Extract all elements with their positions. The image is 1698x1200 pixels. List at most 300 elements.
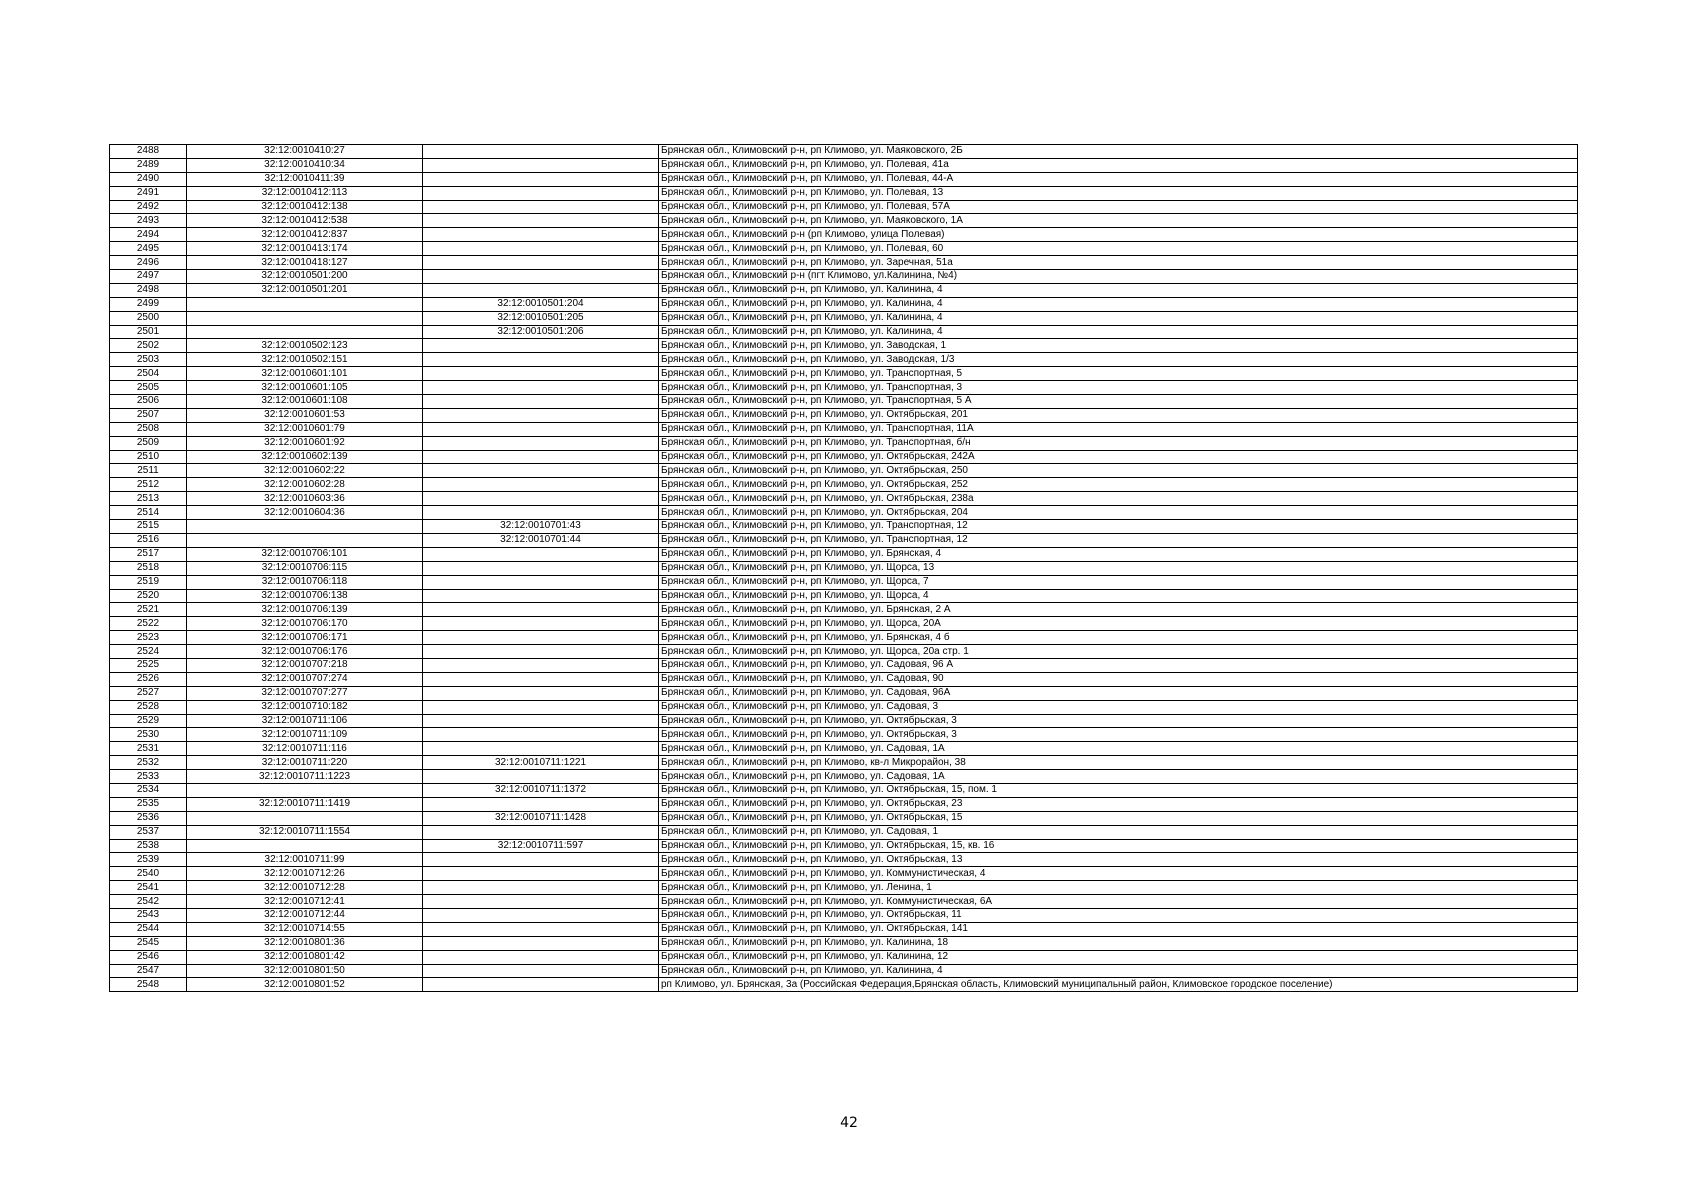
row-number-cell: 2498 <box>110 283 187 297</box>
related-cadastral-number-cell <box>423 770 659 784</box>
related-cadastral-number-cell: 32:12:0010701:44 <box>423 533 659 547</box>
cadastral-number-cell: 32:12:0010712:41 <box>187 895 423 909</box>
row-number-cell: 2499 <box>110 297 187 311</box>
related-cadastral-number-cell <box>423 908 659 922</box>
cadastral-number-cell: 32:12:0010801:50 <box>187 964 423 978</box>
address-cell: Брянская обл., Климовский р-н, рп Климово, ул. Октябрьская, 15 <box>659 811 1578 825</box>
related-cadastral-number-cell <box>423 186 659 200</box>
address-cell: Брянская обл., Климовский р-н, рп Климово, ул. Заводская, 1 <box>659 339 1578 353</box>
row-number-cell: 2505 <box>110 381 187 395</box>
row-number-cell: 2546 <box>110 950 187 964</box>
row-number-cell: 2506 <box>110 395 187 409</box>
row-number-cell: 2514 <box>110 506 187 520</box>
table-row <box>110 297 1578 311</box>
address-cell: Брянская обл., Климовский р-н, рп Климово, ул. Калинина, 4 <box>659 325 1578 339</box>
related-cadastral-number-cell <box>423 645 659 659</box>
row-number-cell: 2489 <box>110 158 187 172</box>
related-cadastral-number-cell <box>423 283 659 297</box>
related-cadastral-number-cell <box>423 478 659 492</box>
related-cadastral-number-cell: 32:12:0010701:43 <box>423 520 659 534</box>
cadastral-number-cell: 32:12:0010712:28 <box>187 881 423 895</box>
address-cell: Брянская обл., Климовский р-н, рп Климово, кв-л Микрорайон, 38 <box>659 756 1578 770</box>
row-number-cell: 2488 <box>110 145 187 159</box>
cadastral-number-cell: 32:12:0010711:106 <box>187 714 423 728</box>
address-cell: Брянская обл., Климовский р-н, рп Климово, ул. Калинина, 18 <box>659 936 1578 950</box>
table-row <box>110 311 1578 325</box>
cadastral-number-cell: 32:12:0010601:92 <box>187 436 423 450</box>
table-row <box>110 270 1578 284</box>
address-cell: Брянская обл., Климовский р-н, рп Климово, ул. Полевая, 41а <box>659 158 1578 172</box>
address-cell: Брянская обл., Климовский р-н, рп Климово, ул. Транспортная, 12 <box>659 533 1578 547</box>
row-number-cell: 2537 <box>110 825 187 839</box>
table-row <box>110 172 1578 186</box>
related-cadastral-number-cell <box>423 825 659 839</box>
cadastral-number-cell: 32:12:0010711:1419 <box>187 797 423 811</box>
row-number-cell: 2497 <box>110 270 187 284</box>
row-number-cell: 2496 <box>110 256 187 270</box>
table-row <box>110 867 1578 881</box>
cadastral-number-cell: 32:12:0010711:220 <box>187 756 423 770</box>
related-cadastral-number-cell: 32:12:0010711:1221 <box>423 756 659 770</box>
related-cadastral-number-cell <box>423 408 659 422</box>
row-number-cell: 2527 <box>110 686 187 700</box>
cadastral-number-cell: 32:12:0010601:105 <box>187 381 423 395</box>
table-row <box>110 575 1578 589</box>
row-number-cell: 2545 <box>110 936 187 950</box>
related-cadastral-number-cell <box>423 561 659 575</box>
row-number-cell: 2500 <box>110 311 187 325</box>
row-number-cell: 2525 <box>110 658 187 672</box>
address-cell: Брянская обл., Климовский р-н, рп Климово, ул. Транспортная, 5 <box>659 367 1578 381</box>
related-cadastral-number-cell <box>423 603 659 617</box>
related-cadastral-number-cell <box>423 589 659 603</box>
related-cadastral-number-cell <box>423 395 659 409</box>
row-number-cell: 2526 <box>110 672 187 686</box>
address-cell: Брянская обл., Климовский р-н, рп Климово, ул. Коммунистическая, 6А <box>659 895 1578 909</box>
related-cadastral-number-cell <box>423 214 659 228</box>
related-cadastral-number-cell <box>423 936 659 950</box>
related-cadastral-number-cell: 32:12:0010711:1372 <box>423 783 659 797</box>
row-number-cell: 2542 <box>110 895 187 909</box>
table-row <box>110 700 1578 714</box>
table-row <box>110 547 1578 561</box>
row-number-cell: 2490 <box>110 172 187 186</box>
related-cadastral-number-cell <box>423 353 659 367</box>
table-row <box>110 756 1578 770</box>
address-cell: Брянская обл., Климовский р-н, рп Климово, ул. Садовая, 1А <box>659 770 1578 784</box>
page-number: 42 <box>840 1115 858 1131</box>
table-row <box>110 408 1578 422</box>
table-row <box>110 881 1578 895</box>
address-cell: Брянская обл., Климовский р-н, рп Климово, ул. Садовая, 90 <box>659 672 1578 686</box>
row-number-cell: 2531 <box>110 742 187 756</box>
related-cadastral-number-cell <box>423 950 659 964</box>
table-row <box>110 533 1578 547</box>
cadastral-number-cell <box>187 839 423 853</box>
related-cadastral-number-cell <box>423 450 659 464</box>
cadastral-number-cell: 32:12:0010706:118 <box>187 575 423 589</box>
table-row <box>110 825 1578 839</box>
row-number-cell: 2544 <box>110 922 187 936</box>
table-row <box>110 478 1578 492</box>
address-cell: Брянская обл., Климовский р-н, рп Климово, ул. Октябрьская, 141 <box>659 922 1578 936</box>
cadastral-number-cell: 32:12:0010706:101 <box>187 547 423 561</box>
cadastral-number-cell: 32:12:0010706:138 <box>187 589 423 603</box>
address-cell: Брянская обл., Климовский р-н, рп Климово, ул. Калинина, 12 <box>659 950 1578 964</box>
table-row <box>110 325 1578 339</box>
cadastral-number-cell: 32:12:0010711:116 <box>187 742 423 756</box>
cadastral-number-cell <box>187 811 423 825</box>
table-row <box>110 811 1578 825</box>
cadastral-number-cell: 32:12:0010412:138 <box>187 200 423 214</box>
cadastral-number-cell: 32:12:0010603:36 <box>187 492 423 506</box>
cadastral-number-cell: 32:12:0010706:170 <box>187 617 423 631</box>
cadastral-number-cell <box>187 533 423 547</box>
related-cadastral-number-cell <box>423 422 659 436</box>
table-row <box>110 783 1578 797</box>
address-cell: Брянская обл., Климовский р-н, рп Климово, ул. Калинина, 4 <box>659 297 1578 311</box>
cadastral-number-cell: 32:12:0010706:139 <box>187 603 423 617</box>
table-row <box>110 339 1578 353</box>
row-number-cell: 2507 <box>110 408 187 422</box>
table-row <box>110 908 1578 922</box>
address-cell: Брянская обл., Климовский р-н, рп Климово, ул. Садовая, 1 <box>659 825 1578 839</box>
row-number-cell: 2528 <box>110 700 187 714</box>
table-row <box>110 922 1578 936</box>
cadastral-number-cell: 32:12:0010602:22 <box>187 464 423 478</box>
row-number-cell: 2541 <box>110 881 187 895</box>
related-cadastral-number-cell <box>423 895 659 909</box>
address-cell: Брянская обл., Климовский р-н, рп Климово, ул. Маяковского, 2Б <box>659 145 1578 159</box>
address-cell: Брянская обл., Климовский р-н, рп Климово, ул. Октябрьская, 23 <box>659 797 1578 811</box>
address-cell: Брянская обл., Климовский р-н, рп Климово, ул. Транспортная, 12 <box>659 520 1578 534</box>
table-row <box>110 728 1578 742</box>
cadastral-number-cell: 32:12:0010711:1554 <box>187 825 423 839</box>
row-number-cell: 2512 <box>110 478 187 492</box>
cadastral-number-cell: 32:12:0010410:34 <box>187 158 423 172</box>
table-row <box>110 978 1578 992</box>
table-row <box>110 214 1578 228</box>
related-cadastral-number-cell <box>423 242 659 256</box>
table-row <box>110 186 1578 200</box>
row-number-cell: 2518 <box>110 561 187 575</box>
table-row <box>110 936 1578 950</box>
address-cell: Брянская обл., Климовский р-н, рп Климово, ул. Калинина, 4 <box>659 311 1578 325</box>
related-cadastral-number-cell <box>423 200 659 214</box>
cadastral-number-cell: 32:12:0010601:79 <box>187 422 423 436</box>
address-cell: Брянская обл., Климовский р-н, рп Климово, ул. Полевая, 13 <box>659 186 1578 200</box>
cadastral-number-cell <box>187 325 423 339</box>
cadastral-number-cell: 32:12:0010602:139 <box>187 450 423 464</box>
related-cadastral-number-cell <box>423 686 659 700</box>
related-cadastral-number-cell <box>423 700 659 714</box>
table-row <box>110 589 1578 603</box>
row-number-cell: 2502 <box>110 339 187 353</box>
address-cell: Брянская обл., Климовский р-н, рп Климово, ул. Октябрьская, 242А <box>659 450 1578 464</box>
cadastral-number-cell: 32:12:0010712:44 <box>187 908 423 922</box>
address-cell: Брянская обл., Климовский р-н, рп Климово, ул. Полевая, 60 <box>659 242 1578 256</box>
row-number-cell: 2491 <box>110 186 187 200</box>
related-cadastral-number-cell: 32:12:0010501:206 <box>423 325 659 339</box>
related-cadastral-number-cell <box>423 658 659 672</box>
address-cell: Брянская обл., Климовский р-н, рп Климово, ул. Октябрьская, 11 <box>659 908 1578 922</box>
cadastral-number-cell: 32:12:0010502:151 <box>187 353 423 367</box>
row-number-cell: 2547 <box>110 964 187 978</box>
row-number-cell: 2503 <box>110 353 187 367</box>
cadastral-number-cell: 32:12:0010501:200 <box>187 270 423 284</box>
row-number-cell: 2530 <box>110 728 187 742</box>
related-cadastral-number-cell <box>423 881 659 895</box>
cadastral-number-cell <box>187 311 423 325</box>
related-cadastral-number-cell <box>423 492 659 506</box>
address-cell: Брянская обл., Климовский р-н, рп Климово, ул. Октябрьская, 3 <box>659 728 1578 742</box>
cadastral-number-cell: 32:12:0010707:277 <box>187 686 423 700</box>
row-number-cell: 2509 <box>110 436 187 450</box>
address-cell: Брянская обл., Климовский р-н, рп Климово, ул. Калинина, 4 <box>659 964 1578 978</box>
row-number-cell: 2517 <box>110 547 187 561</box>
row-number-cell: 2524 <box>110 645 187 659</box>
address-cell: Брянская обл., Климовский р-н, рп Климово, ул. Коммунистическая, 4 <box>659 867 1578 881</box>
related-cadastral-number-cell <box>423 728 659 742</box>
cadastral-number-cell <box>187 297 423 311</box>
row-number-cell: 2535 <box>110 797 187 811</box>
address-cell: Брянская обл., Климовский р-н, рп Климово, ул. Брянская, 4 б <box>659 631 1578 645</box>
cadastral-number-cell: 32:12:0010710:182 <box>187 700 423 714</box>
table-row <box>110 686 1578 700</box>
address-cell: Брянская обл., Климовский р-н, рп Климово, ул. Октябрьская, 252 <box>659 478 1578 492</box>
row-number-cell: 2520 <box>110 589 187 603</box>
address-cell: Брянская обл., Климовский р-н, рп Климово, ул. Транспортная, 5 А <box>659 395 1578 409</box>
related-cadastral-number-cell: 32:12:0010501:205 <box>423 311 659 325</box>
address-cell: Брянская обл., Климовский р-н (рп Климово, улица Полевая) <box>659 228 1578 242</box>
row-number-cell: 2513 <box>110 492 187 506</box>
address-cell: Брянская обл., Климовский р-н, рп Климово, ул. Щорса, 4 <box>659 589 1578 603</box>
table-row <box>110 742 1578 756</box>
table-row <box>110 145 1578 159</box>
cadastral-number-cell: 32:12:0010501:201 <box>187 283 423 297</box>
address-cell: Брянская обл., Климовский р-н, рп Климово, ул. Транспортная, б/н <box>659 436 1578 450</box>
address-cell: Брянская обл., Климовский р-н, рп Климово, ул. Полевая, 44-А <box>659 172 1578 186</box>
address-cell: Брянская обл., Климовский р-н, рп Климово, ул. Октябрьская, 13 <box>659 853 1578 867</box>
row-number-cell: 2495 <box>110 242 187 256</box>
address-cell: Брянская обл., Климовский р-н, рп Климово, ул. Садовая, 96А <box>659 686 1578 700</box>
cadastral-number-cell: 32:12:0010418:127 <box>187 256 423 270</box>
table-row <box>110 561 1578 575</box>
cadastral-number-cell: 32:12:0010411:39 <box>187 172 423 186</box>
table-row <box>110 381 1578 395</box>
address-cell: Брянская обл., Климовский р-н, рп Климово, ул. Октябрьская, 15, кв. 16 <box>659 839 1578 853</box>
table-row <box>110 353 1578 367</box>
table-row <box>110 367 1578 381</box>
row-number-cell: 2516 <box>110 533 187 547</box>
address-cell: Брянская обл., Климовский р-н, рп Климово, ул. Транспортная, 11А <box>659 422 1578 436</box>
row-number-cell: 2504 <box>110 367 187 381</box>
table-row <box>110 283 1578 297</box>
cadastral-number-cell: 32:12:0010711:1223 <box>187 770 423 784</box>
row-number-cell: 2529 <box>110 714 187 728</box>
cadastral-number-cell: 32:12:0010706:176 <box>187 645 423 659</box>
address-cell: Брянская обл., Климовский р-н, рп Климово, ул. Заречная, 51а <box>659 256 1578 270</box>
table-row <box>110 520 1578 534</box>
cadastral-number-cell: 32:12:0010412:837 <box>187 228 423 242</box>
cadastral-number-cell: 32:12:0010801:36 <box>187 936 423 950</box>
table-row <box>110 770 1578 784</box>
row-number-cell: 2543 <box>110 908 187 922</box>
row-number-cell: 2548 <box>110 978 187 992</box>
table-row <box>110 422 1578 436</box>
table-row <box>110 492 1578 506</box>
address-cell: Брянская обл., Климовский р-н, рп Климово, ул. Октябрьская, 204 <box>659 506 1578 520</box>
related-cadastral-number-cell <box>423 672 659 686</box>
table-row <box>110 797 1578 811</box>
table-row <box>110 464 1578 478</box>
cadastral-number-cell <box>187 520 423 534</box>
address-cell: Брянская обл., Климовский р-н, рп Климово, ул. Калинина, 4 <box>659 283 1578 297</box>
related-cadastral-number-cell <box>423 575 659 589</box>
related-cadastral-number-cell: 32:12:0010711:1428 <box>423 811 659 825</box>
row-number-cell: 2515 <box>110 520 187 534</box>
related-cadastral-number-cell <box>423 631 659 645</box>
table-row <box>110 242 1578 256</box>
related-cadastral-number-cell <box>423 339 659 353</box>
cadastral-number-cell: 32:12:0010711:99 <box>187 853 423 867</box>
table-row <box>110 395 1578 409</box>
table-row <box>110 950 1578 964</box>
cadastral-number-cell: 32:12:0010707:218 <box>187 658 423 672</box>
table-row <box>110 228 1578 242</box>
related-cadastral-number-cell <box>423 270 659 284</box>
related-cadastral-number-cell: 32:12:0010501:204 <box>423 297 659 311</box>
cadastral-number-cell: 32:12:0010604:36 <box>187 506 423 520</box>
table-row <box>110 256 1578 270</box>
cadastral-number-cell: 32:12:0010707:274 <box>187 672 423 686</box>
related-cadastral-number-cell <box>423 367 659 381</box>
address-cell: Брянская обл., Климовский р-н, рп Климово, ул. Октябрьская, 238а <box>659 492 1578 506</box>
related-cadastral-number-cell <box>423 714 659 728</box>
related-cadastral-number-cell <box>423 922 659 936</box>
related-cadastral-number-cell <box>423 964 659 978</box>
row-number-cell: 2521 <box>110 603 187 617</box>
row-number-cell: 2511 <box>110 464 187 478</box>
related-cadastral-number-cell <box>423 256 659 270</box>
row-number-cell: 2522 <box>110 617 187 631</box>
address-cell: Брянская обл., Климовский р-н, рп Климово, ул. Октябрьская, 3 <box>659 714 1578 728</box>
table-row <box>110 158 1578 172</box>
table-row <box>110 964 1578 978</box>
table-row <box>110 645 1578 659</box>
cadastral-number-cell: 32:12:0010714:55 <box>187 922 423 936</box>
table-row <box>110 200 1578 214</box>
address-cell: Брянская обл., Климовский р-н, рп Климово, ул. Садовая, 3 <box>659 700 1578 714</box>
related-cadastral-number-cell <box>423 506 659 520</box>
address-cell: Брянская обл., Климовский р-н, рп Климово, ул. Щорса, 20А <box>659 617 1578 631</box>
row-number-cell: 2533 <box>110 770 187 784</box>
related-cadastral-number-cell <box>423 158 659 172</box>
address-cell: Брянская обл., Климовский р-н (пгт Климово, ул.Калинина, №4) <box>659 270 1578 284</box>
cadastral-number-cell: 32:12:0010601:108 <box>187 395 423 409</box>
row-number-cell: 2536 <box>110 811 187 825</box>
row-number-cell: 2492 <box>110 200 187 214</box>
table-row <box>110 603 1578 617</box>
address-cell: Брянская обл., Климовский р-н, рп Климово, ул. Брянская, 2 А <box>659 603 1578 617</box>
cadastral-number-cell: 32:12:0010711:109 <box>187 728 423 742</box>
table-row <box>110 714 1578 728</box>
cadastral-number-cell: 32:12:0010712:26 <box>187 867 423 881</box>
table-row <box>110 658 1578 672</box>
address-cell: Брянская обл., Климовский р-н, рп Климово, ул. Брянская, 4 <box>659 547 1578 561</box>
cadastral-number-cell <box>187 783 423 797</box>
table-row <box>110 839 1578 853</box>
address-cell: Брянская обл., Климовский р-н, рп Климово, ул. Щорса, 7 <box>659 575 1578 589</box>
row-number-cell: 2508 <box>110 422 187 436</box>
related-cadastral-number-cell: 32:12:0010711:597 <box>423 839 659 853</box>
related-cadastral-number-cell <box>423 145 659 159</box>
address-cell: Брянская обл., Климовский р-н, рп Климово, ул. Маяковского, 1А <box>659 214 1578 228</box>
table-row <box>110 895 1578 909</box>
address-cell: Брянская обл., Климовский р-н, рп Климово, ул. Ленина, 1 <box>659 881 1578 895</box>
address-cell: Брянская обл., Климовский р-н, рп Климово, ул. Транспортная, 3 <box>659 381 1578 395</box>
address-cell: Брянская обл., Климовский р-н, рп Климово, ул. Щорса, 20а стр. 1 <box>659 645 1578 659</box>
related-cadastral-number-cell <box>423 228 659 242</box>
related-cadastral-number-cell <box>423 547 659 561</box>
row-number-cell: 2510 <box>110 450 187 464</box>
cadastral-number-cell: 32:12:0010801:52 <box>187 978 423 992</box>
related-cadastral-number-cell <box>423 853 659 867</box>
address-cell: Брянская обл., Климовский р-н, рп Климово, ул. Октябрьская, 250 <box>659 464 1578 478</box>
row-number-cell: 2501 <box>110 325 187 339</box>
registry-table-body <box>110 145 1578 992</box>
table-row <box>110 617 1578 631</box>
row-number-cell: 2519 <box>110 575 187 589</box>
cadastral-number-cell: 32:12:0010602:28 <box>187 478 423 492</box>
address-cell: Брянская обл., Климовский р-н, рп Климово, ул. Октябрьская, 15, пом. 1 <box>659 783 1578 797</box>
table-row <box>110 853 1578 867</box>
table-row <box>110 436 1578 450</box>
row-number-cell: 2532 <box>110 756 187 770</box>
table-row <box>110 672 1578 686</box>
related-cadastral-number-cell <box>423 978 659 992</box>
row-number-cell: 2538 <box>110 839 187 853</box>
address-cell: Брянская обл., Климовский р-н, рп Климово, ул. Полевая, 57А <box>659 200 1578 214</box>
cadastral-number-cell: 32:12:0010410:27 <box>187 145 423 159</box>
related-cadastral-number-cell <box>423 797 659 811</box>
table-row <box>110 450 1578 464</box>
row-number-cell: 2493 <box>110 214 187 228</box>
address-cell: Брянская обл., Климовский р-н, рп Климово, ул. Октябрьская, 201 <box>659 408 1578 422</box>
related-cadastral-number-cell <box>423 464 659 478</box>
cadastral-number-cell: 32:12:0010601:53 <box>187 408 423 422</box>
related-cadastral-number-cell <box>423 867 659 881</box>
address-cell: Брянская обл., Климовский р-н, рп Климово, ул. Заводская, 1/3 <box>659 353 1578 367</box>
row-number-cell: 2494 <box>110 228 187 242</box>
related-cadastral-number-cell <box>423 617 659 631</box>
related-cadastral-number-cell <box>423 742 659 756</box>
cadastral-number-cell: 32:12:0010706:115 <box>187 561 423 575</box>
row-number-cell: 2534 <box>110 783 187 797</box>
cadastral-number-cell: 32:12:0010412:113 <box>187 186 423 200</box>
cadastral-number-cell: 32:12:0010502:123 <box>187 339 423 353</box>
row-number-cell: 2539 <box>110 853 187 867</box>
row-number-cell: 2540 <box>110 867 187 881</box>
address-cell: Брянская обл., Климовский р-н, рп Климово, ул. Садовая, 96 А <box>659 658 1578 672</box>
property-registry-table <box>109 144 1578 992</box>
table-row <box>110 506 1578 520</box>
table-row <box>110 631 1578 645</box>
cadastral-number-cell: 32:12:0010706:171 <box>187 631 423 645</box>
row-number-cell: 2523 <box>110 631 187 645</box>
related-cadastral-number-cell <box>423 436 659 450</box>
address-cell: рп Климово, ул. Брянская, 3а (Российская Федерация,Брянская область, Климовский муниципальный район, Климовское городское поселение) <box>659 978 1578 992</box>
